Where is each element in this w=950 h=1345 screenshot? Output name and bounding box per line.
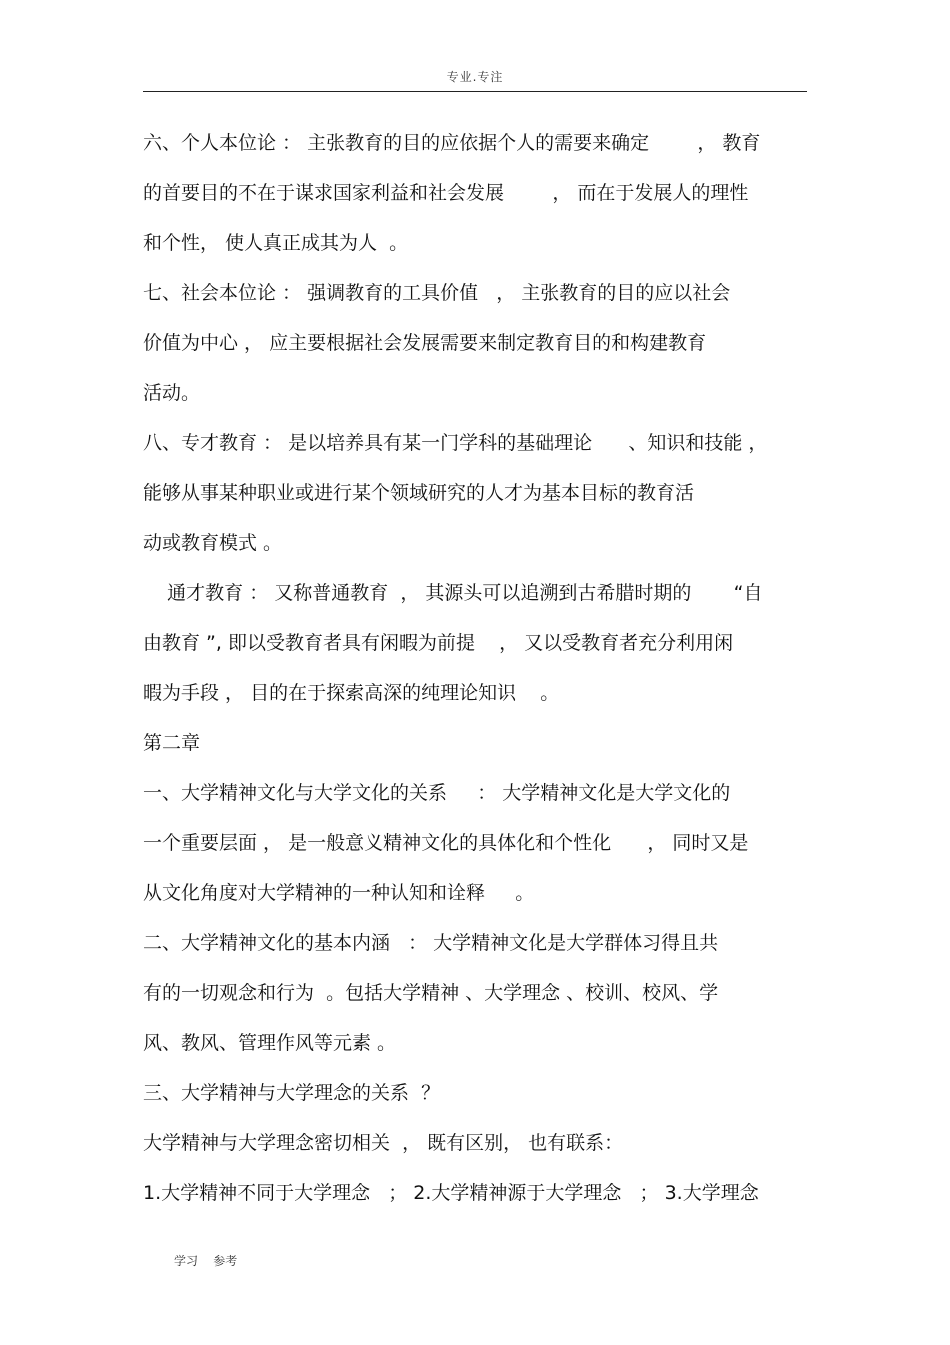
text-line: 七、社会本位论 ： 强调教育的工具价值 ， 主张教育的目的应以社会 (143, 282, 731, 304)
text-line: 通才教育 ： 又称普通教育 ， 其源头可以追溯到古希腊时期的 “自 (143, 582, 763, 604)
header-divider (143, 91, 807, 92)
text-line: 价值为中心 ， 应主要根据社会发展需要来制定教育目的和构建教育 (143, 332, 707, 354)
chapter-heading: 第二章 (143, 732, 201, 754)
text-line: 大学精神与大学理念密切相关 ， 既有区别， 也有联系： (143, 1132, 624, 1154)
text-line: 由教育 ”, 即以受教育者具有闲暇为前提 ， 又以受教育者充分利用闲 (143, 632, 734, 654)
text-line: 二、大学精神文化的基本内涵 ： 大学精神文化是大学群体习得且共 (143, 932, 719, 954)
text-line: 活动。 (143, 382, 201, 404)
text-line: 八、专才教育 ： 是以培养具有某一门学科的基础理论 、知识和技能 ， (143, 432, 768, 454)
text-line: 暇为手段 ， 目的在于探索高深的纯理论知识 。 (143, 682, 560, 704)
text-line: 一个重要层面 ， 是一般意义精神文化的具体化和个性化 ， 同时又是 (143, 832, 749, 854)
text-line: 六、个人本位论 ： 主张教育的目的应依据个人的需要来确定 ， 教育 (143, 132, 761, 154)
text-line: 风、教风、管理作风等元素 。 (143, 1032, 397, 1054)
text-line: 1.大学精神不同于大学理念 ； 2.大学精神源于大学理念 ； 3.大学理念 (143, 1182, 759, 1204)
footer-label: 学习 参考 (174, 1254, 238, 1268)
text-line: 从文化角度对大学精神的一种认知和诠释 。 (143, 882, 535, 904)
text-line: 的首要目的不在于谋求国家利益和社会发展 ， 而在于发展人的理性 (143, 182, 749, 204)
text-line: 一、大学精神文化与大学文化的关系 ： 大学精神文化是大学文化的 (143, 782, 731, 804)
text-line: 和个性， 使人真正成其为人 。 (143, 232, 409, 254)
text-line: 动或教育模式 。 (143, 532, 283, 554)
text-line: 能够从事某种职业或进行某个领域研究的人才为基本目标的教育活 (143, 482, 695, 504)
header-title: 专业.专注 (446, 70, 504, 84)
text-line: 三、大学精神与大学理念的关系 ？ (143, 1082, 441, 1104)
text-line: 有的一切观念和行为 。包括大学精神 、大学理念 、校训、校风、学 (143, 982, 719, 1004)
